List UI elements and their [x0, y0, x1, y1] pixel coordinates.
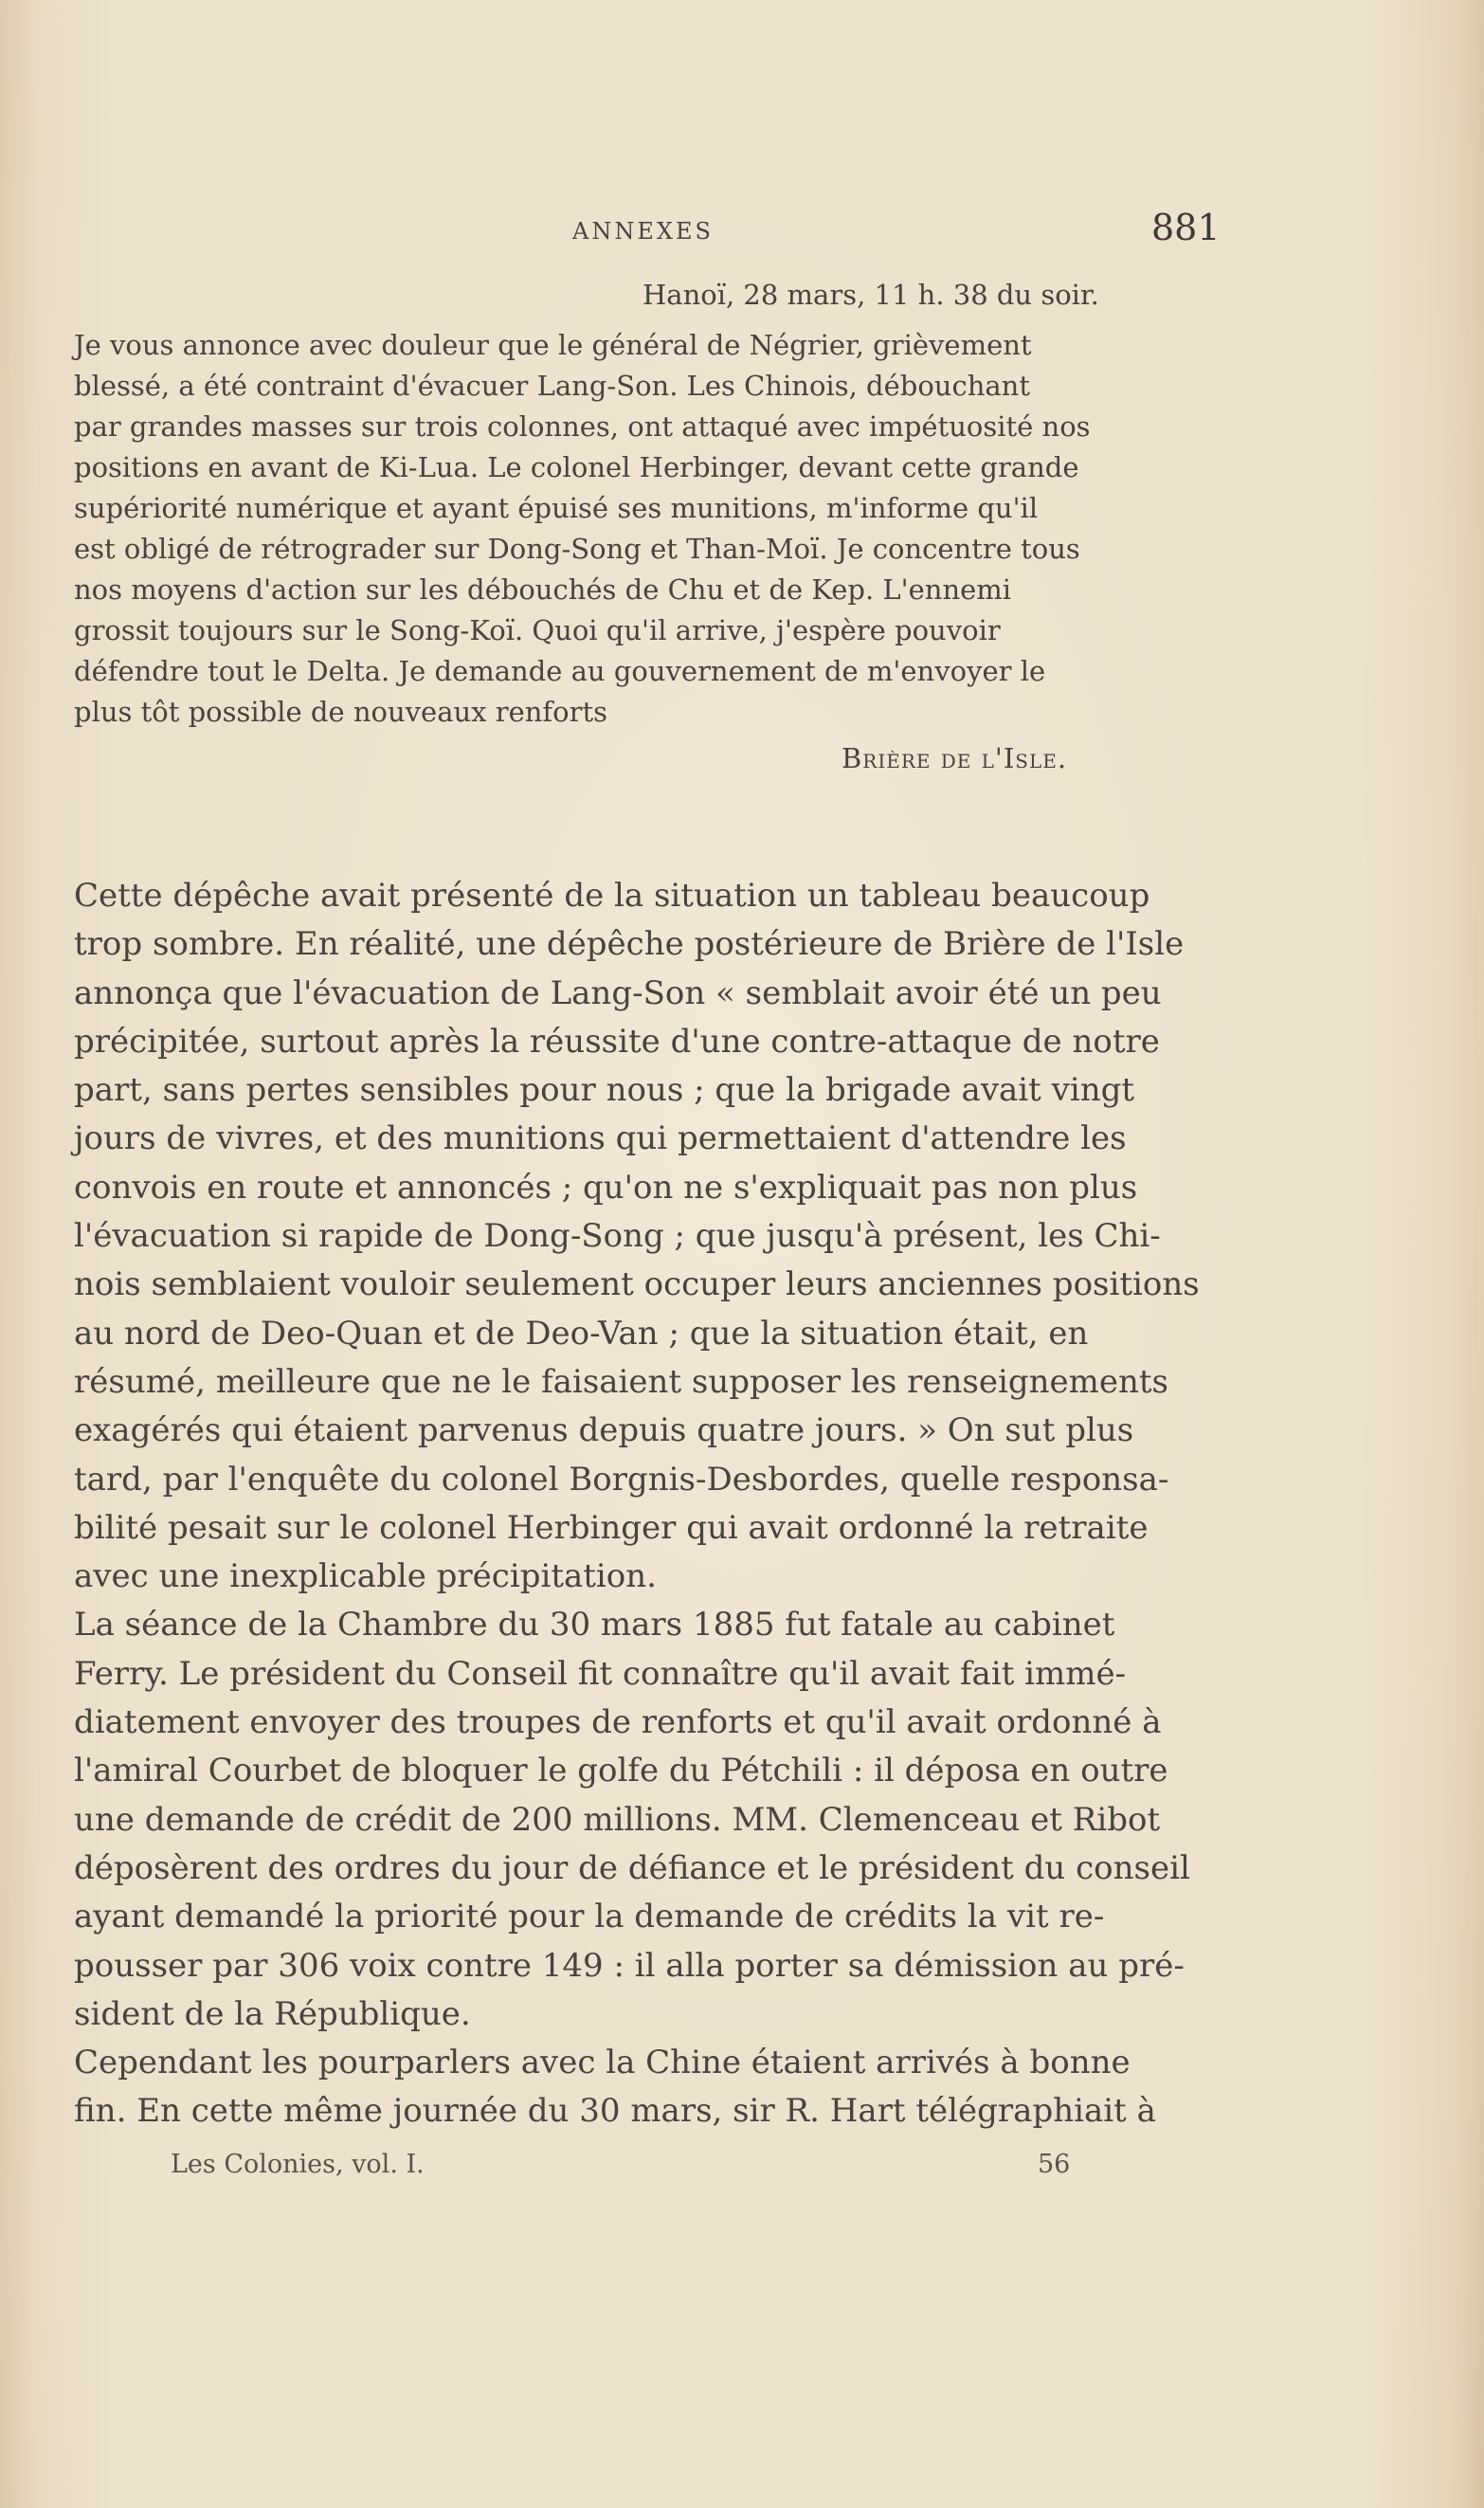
- running-head: ANNEXES: [572, 218, 714, 245]
- text-line: annonça que l'évacuation de Lang-Son « semblait avoir été un peu: [74, 973, 1162, 1012]
- volume-reference: Les Colonies, vol. I.: [171, 2150, 425, 2179]
- text-line: Cette dépêche avait présenté de la situation un tableau beaucoup: [74, 877, 1150, 915]
- text-line: l'évacuation si rapide de Dong-Song ; que jusqu'à présent, les Chi-: [74, 1217, 1161, 1256]
- text-line: part, sans pertes sensibles pour nous ; que la brigade avait vingt: [74, 1071, 1135, 1110]
- text-line: convois en route et annoncés ; qu'on ne s'expliquait pas non plus: [74, 1168, 1138, 1207]
- telegram-line: plus tôt possible de nouveaux renforts: [74, 696, 608, 728]
- telegram-line: grossit toujours sur le Song-Koï. Quoi qu'il arrive, j'espère pouvoir: [74, 614, 1001, 646]
- text-line: La séance de la Chambre du 30 mars 1885 fut fatale au cabinet: [74, 1606, 1115, 1645]
- text-line: exagérés qui étaient parvenus depuis quatre jours. » On sut plus: [74, 1411, 1134, 1450]
- telegram-line: défendre tout le Delta. Je demande au gouvernement de m'envoyer le: [74, 655, 1046, 687]
- text-line: pousser par 306 voix contre 149 : il alla porter sa démission au pré-: [74, 1946, 1185, 1985]
- text-line: précipitée, surtout après la réussite d'une contre-attaque de notre: [74, 1022, 1160, 1061]
- telegram-line: est obligé de rétrograder sur Dong-Song et Than-Moï. Je concentre tous: [74, 533, 1080, 565]
- text-line: Cependant les pourparlers avec la Chine étaient arrivés à bonne: [74, 2044, 1131, 2082]
- text-line: trop sombre. En réalité, une dépêche postérieure de Brière de l'Isle: [74, 925, 1185, 964]
- telegram-line: nos moyens d'action sur les débouchés de Chu et de Kep. L'ennemi: [74, 573, 1012, 606]
- text-line: diatement envoyer des troupes de renforts et qu'il avait ordonné à: [74, 1703, 1162, 1742]
- text-line: tard, par l'enquête du colonel Borgnis-Desbordes, quelle responsa-: [74, 1460, 1169, 1499]
- telegram-line: positions en avant de Ki-Lua. Le colonel Herbinger, devant cette grande: [74, 451, 1079, 483]
- narrative-text: [74, 872, 1230, 2136]
- text-line: nois semblaient vouloir seulement occuper leurs anciennes positions: [74, 1265, 1200, 1304]
- text-line: jours de vivres, et des munitions qui permettaient d'attendre les: [74, 1119, 1127, 1158]
- text-line: ayant demandé la priorité pour la demande de crédits la vit re-: [74, 1898, 1105, 1936]
- text-line: l'amiral Courbet de bloquer le golfe du Pétchili : il déposa en outre: [74, 1752, 1168, 1790]
- text-line: Ferry. Le président du Conseil fit connaître qu'il avait fait immé-: [74, 1654, 1127, 1693]
- page-header: [76, 207, 1221, 254]
- telegram-signature: Brière de l'Isle.: [842, 742, 1068, 774]
- text-line: sident de la République.: [74, 1994, 471, 2033]
- telegram-block: [74, 275, 1211, 779]
- text-line: bilité pesait sur le colonel Herbinger qui avait ordonné la retraite: [74, 1508, 1149, 1547]
- telegram-line: par grandes masses sur trois colonnes, ont attaqué avec impétuosité nos: [74, 410, 1091, 443]
- text-line: une demande de crédit de 200 millions. MM. Clemenceau et Ribot: [74, 1800, 1161, 1839]
- text-line: avec une inexplicable précipitation.: [74, 1557, 657, 1596]
- telegram-line: blessé, a été contraint d'évacuer Lang-Son. Les Chinois, débouchant: [74, 370, 1030, 402]
- telegram-line: supériorité numérique et ayant épuisé ses munitions, m'informe qu'il: [74, 492, 1039, 524]
- telegram-dateline: Hanoï, 28 mars, 11 h. 38 du soir.: [642, 279, 1099, 311]
- text-line: au nord de Deo-Quan et de Deo-Van ; que la situation était, en: [74, 1314, 1089, 1353]
- telegram-line: Je vous annonce avec douleur que le général de Négrier, grièvement: [74, 329, 1032, 361]
- text-line: déposèrent des ordres du jour de défiance et le président du conseil: [74, 1848, 1190, 1887]
- page-number: 881: [1151, 207, 1221, 248]
- signature-mark: 56: [1038, 2150, 1071, 2179]
- text-line: résumé, meilleure que ne le faisaient supposer les renseignements: [74, 1362, 1169, 1401]
- text-line: fin. En cette même journée du 30 mars, sir R. Hart télégraphiait à: [74, 2092, 1156, 2131]
